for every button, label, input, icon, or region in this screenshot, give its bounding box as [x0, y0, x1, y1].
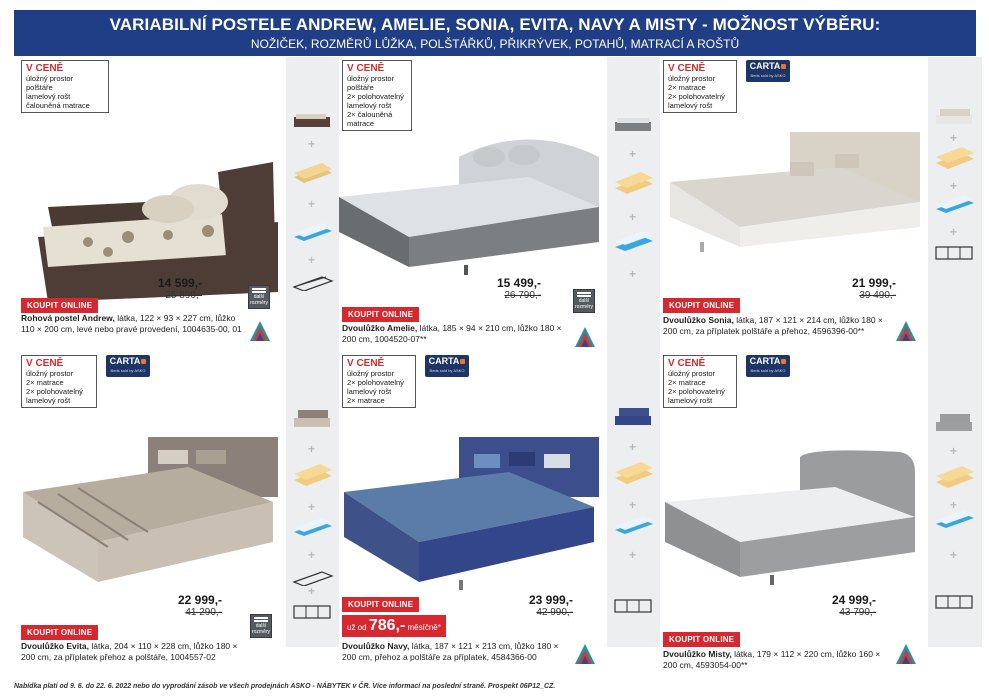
- included-item: úložný prostor: [668, 74, 716, 83]
- options-strip: [286, 57, 340, 352]
- plus-icon: +: [308, 500, 316, 514]
- included-item: matrace: [347, 119, 375, 128]
- included-title: V CENĚ: [347, 63, 385, 74]
- mattress-icon: [934, 195, 976, 215]
- current-price: 23 999,-: [529, 593, 574, 607]
- included-item: lamelový rošt: [668, 396, 713, 405]
- slatted-frame-adjustable-icon: [934, 145, 976, 171]
- old-price: 43 790,-: [839, 607, 877, 618]
- product-description: [342, 323, 567, 344]
- storage-space-icon: [292, 604, 334, 620]
- options-strip: [286, 352, 340, 647]
- product-details: látka, 179 × 112 × 220 cm, lůžko 160 × 200 cm, 4593054-00**: [663, 649, 881, 670]
- included-item: 2× čalouněná: [347, 110, 393, 119]
- included-item: 2× polohovatelný: [26, 387, 83, 396]
- included-item: polštáře: [26, 83, 53, 92]
- product-description: [21, 313, 246, 334]
- carta-logo: CARTA Beds sold by ASKO: [746, 355, 790, 377]
- included-item: 2× matrace: [668, 83, 706, 92]
- page-header: [14, 10, 976, 56]
- included-item: 2× polohovatelný: [668, 92, 725, 101]
- plus-icon: +: [629, 548, 637, 562]
- plus-icon: +: [308, 253, 316, 267]
- product-details: látka, 187 × 121 × 213 cm, lůžko 180 × 200 cm, přehoz a polštáře za příplatek, 4584366-00: [342, 641, 559, 662]
- product-details: látka, 204 × 110 × 228 cm, lůžko 180 × 200 cm, za příplatek přehoz a polštáře, 1004557-02: [21, 641, 238, 662]
- included-box: [663, 355, 737, 408]
- product-name: Rohová postel Andrew,: [21, 313, 115, 323]
- fabric-swatches-icon: [894, 319, 918, 343]
- buy-online-button[interactable]: KOUPIT ONLINE: [663, 632, 740, 647]
- product-name: Dvoulůžko Sonia,: [663, 315, 734, 325]
- included-title: V CENĚ: [668, 358, 706, 369]
- included-item: lamelový rošt: [347, 101, 392, 110]
- included-box: [21, 60, 109, 113]
- included-box: [342, 355, 416, 408]
- price-block: [497, 276, 541, 301]
- product-card-amelie: [339, 57, 661, 352]
- product-name: Dvoulůžko Misty,: [663, 649, 732, 659]
- pillows-icon: [292, 161, 334, 183]
- product-description: [21, 641, 246, 662]
- included-box: [663, 60, 737, 113]
- current-price: 15 499,-: [497, 276, 542, 290]
- plus-icon: +: [308, 548, 316, 562]
- product-card-sonia: [660, 57, 982, 352]
- included-title: V CENĚ: [26, 358, 64, 369]
- included-title: V CENĚ: [26, 63, 64, 74]
- current-price: 21 999,-: [852, 276, 897, 290]
- included-item: lamelový rošt: [347, 387, 392, 396]
- mattress-icon: [613, 516, 655, 538]
- bed-thumbnail-icon: [934, 412, 976, 434]
- carta-logo: CARTA Beds sold by ASKO: [425, 355, 469, 377]
- buy-online-button[interactable]: KOUPIT ONLINE: [342, 597, 419, 612]
- slatted-frame-adjustable-icon: [613, 460, 655, 486]
- old-price: 41 290,-: [185, 607, 223, 618]
- buy-online-button[interactable]: KOUPIT ONLINE: [21, 298, 98, 313]
- carta-logo: CARTA Beds sold by ASKO: [106, 355, 150, 377]
- included-item: 2× polohovatelný: [347, 92, 404, 101]
- mattress-icon: [292, 223, 334, 243]
- included-box: [21, 355, 97, 408]
- price-block: [832, 593, 876, 618]
- old-price: 42 990,-: [536, 607, 574, 618]
- options-strip: [928, 57, 982, 352]
- plus-icon: +: [950, 444, 958, 458]
- product-description: [342, 641, 567, 662]
- slatted-frame-icon: [292, 275, 334, 291]
- included-item: lamelový rošt: [26, 92, 71, 101]
- buy-online-button[interactable]: KOUPIT ONLINE: [663, 298, 740, 313]
- product-name: Dvoulůžko Navy,: [342, 641, 410, 651]
- fabric-swatches-icon: [248, 319, 272, 343]
- included-item: lamelový rošt: [26, 396, 71, 405]
- monthly-installment-badge: už od 786,- měsíčně*: [342, 615, 446, 637]
- product-card-andrew: [18, 57, 340, 352]
- slatted-frame-adjustable-icon: [613, 170, 655, 196]
- product-details: látka, 185 × 94 × 210 cm, lůžko 180 × 200 cm, 1004520-07**: [342, 323, 562, 344]
- product-name: Dvoulůžko Evita,: [21, 641, 90, 651]
- plus-icon: +: [629, 147, 637, 161]
- sofa-bed-image: [18, 117, 286, 317]
- included-item: úložný prostor: [347, 369, 395, 378]
- options-strip: [928, 352, 982, 647]
- mattress-icon: [292, 518, 334, 538]
- double-bed-image: [18, 432, 286, 632]
- plus-icon: +: [308, 197, 316, 211]
- product-description: [663, 315, 888, 336]
- mattress-icon: [613, 229, 655, 253]
- price-block: [529, 593, 573, 618]
- included-title: V CENĚ: [668, 63, 706, 74]
- product-details: látka, 122 × 93 × 227 cm, lůžko 110 × 200 cm, levé nebo pravé provedení, 1004635-00, 01: [21, 313, 242, 334]
- bed-thumbnail-icon: [292, 109, 334, 129]
- plus-icon: +: [629, 267, 637, 281]
- plus-icon: +: [308, 584, 316, 598]
- buy-online-button[interactable]: KOUPIT ONLINE: [21, 625, 98, 640]
- price-block: [852, 276, 896, 301]
- old-price: 39 490,-: [859, 290, 897, 301]
- included-item: úložný prostor: [668, 369, 716, 378]
- included-box: [342, 60, 412, 131]
- page-subtitle: NOŽIČEK, ROZMĚRŮ LŮŽKA, POLŠTÁŘKŮ, PŘIKRÝVEK, POTAHŮ, MATRACÍ A ROŠTŮ: [250, 37, 740, 51]
- price-block: [158, 276, 202, 301]
- included-item: 2× polohovatelný: [668, 387, 725, 396]
- plus-icon: +: [950, 179, 958, 193]
- bed-thumbnail-icon: [934, 105, 976, 127]
- plus-icon: +: [950, 548, 958, 562]
- product-card-misty: [660, 352, 982, 670]
- fabric-swatches-icon: [573, 642, 597, 666]
- bed-thumbnail-icon: [613, 112, 655, 134]
- included-item: úložný prostor: [26, 74, 74, 83]
- carta-logo: CARTA Beds sold by ASKO: [746, 60, 790, 82]
- included-item: úložný prostor: [347, 74, 395, 83]
- double-bed-image: [339, 117, 607, 317]
- double-bed-image: [660, 447, 928, 647]
- plus-icon: +: [308, 442, 316, 456]
- options-strip: [607, 57, 661, 352]
- plus-icon: +: [308, 137, 316, 151]
- slatted-frame-adjustable-icon: [292, 462, 334, 488]
- more-sizes-badge: další rozměry: [248, 285, 270, 309]
- page-title: VARIABILNÍ POSTELE ANDREW, AMELIE, SONIA, EVITA, NAVY A MISTY - MOŽNOST VÝBĚRU:: [109, 15, 881, 34]
- product-details: látka, 187 × 121 × 214 cm, lůžko 180 × 200 cm, za příplatek polštáře a přehoz, 4596396-00**: [663, 315, 883, 336]
- plus-icon: +: [950, 225, 958, 239]
- product-card-evita: [18, 352, 340, 662]
- more-sizes-badge: další rozměry: [250, 614, 272, 638]
- plus-icon: +: [629, 440, 637, 454]
- storage-space-icon: [613, 598, 655, 614]
- included-item: 2× matrace: [668, 378, 706, 387]
- product-description: [663, 649, 888, 670]
- offer-validity-footer: Nabídka platí od 9. 6. do 22. 6. 2022 nebo do vyprodání zásob ve všech prodejnách ASKO - NÁBYTEK v ČR. Více informací na poslední straně. Prospekt 06P12_CZ.: [14, 683, 556, 690]
- included-item: úložný prostor: [26, 369, 74, 378]
- current-price: 24 999,-: [832, 593, 877, 607]
- mattress-icon: [934, 510, 976, 532]
- options-strip: [607, 352, 661, 647]
- included-item: čalouněná matrace: [26, 101, 90, 110]
- included-item: lamelový rošt: [668, 101, 713, 110]
- included-item: 2× polohovatelný: [347, 378, 404, 387]
- bed-thumbnail-icon: [292, 408, 334, 430]
- storage-space-icon: [934, 594, 976, 610]
- plus-icon: +: [629, 498, 637, 512]
- product-name: Dvoulůžko Amelie,: [342, 323, 418, 333]
- plus-icon: +: [629, 210, 637, 224]
- old-price: 26 790,-: [504, 290, 542, 301]
- included-item: 2× matrace: [26, 378, 64, 387]
- storage-space-icon: [934, 245, 976, 261]
- buy-online-button[interactable]: KOUPIT ONLINE: [342, 307, 419, 322]
- bed-thumbnail-icon: [613, 406, 655, 428]
- old-price: 25 890,-: [165, 290, 203, 301]
- more-sizes-badge: další rozměry: [573, 289, 595, 313]
- plus-icon: +: [950, 498, 958, 512]
- current-price: 22 999,-: [178, 593, 223, 607]
- slatted-frame-adjustable-icon: [934, 464, 976, 490]
- included-title: V CENĚ: [347, 358, 385, 369]
- fabric-swatches-icon: [573, 325, 597, 349]
- current-price: 14 599,-: [158, 276, 203, 290]
- included-item: 2× matrace: [347, 396, 385, 405]
- included-item: polštáře: [347, 83, 374, 92]
- fabric-swatches-icon: [894, 642, 918, 666]
- product-card-navy: [339, 352, 661, 662]
- plus-icon: +: [950, 131, 958, 145]
- price-block: [178, 593, 222, 618]
